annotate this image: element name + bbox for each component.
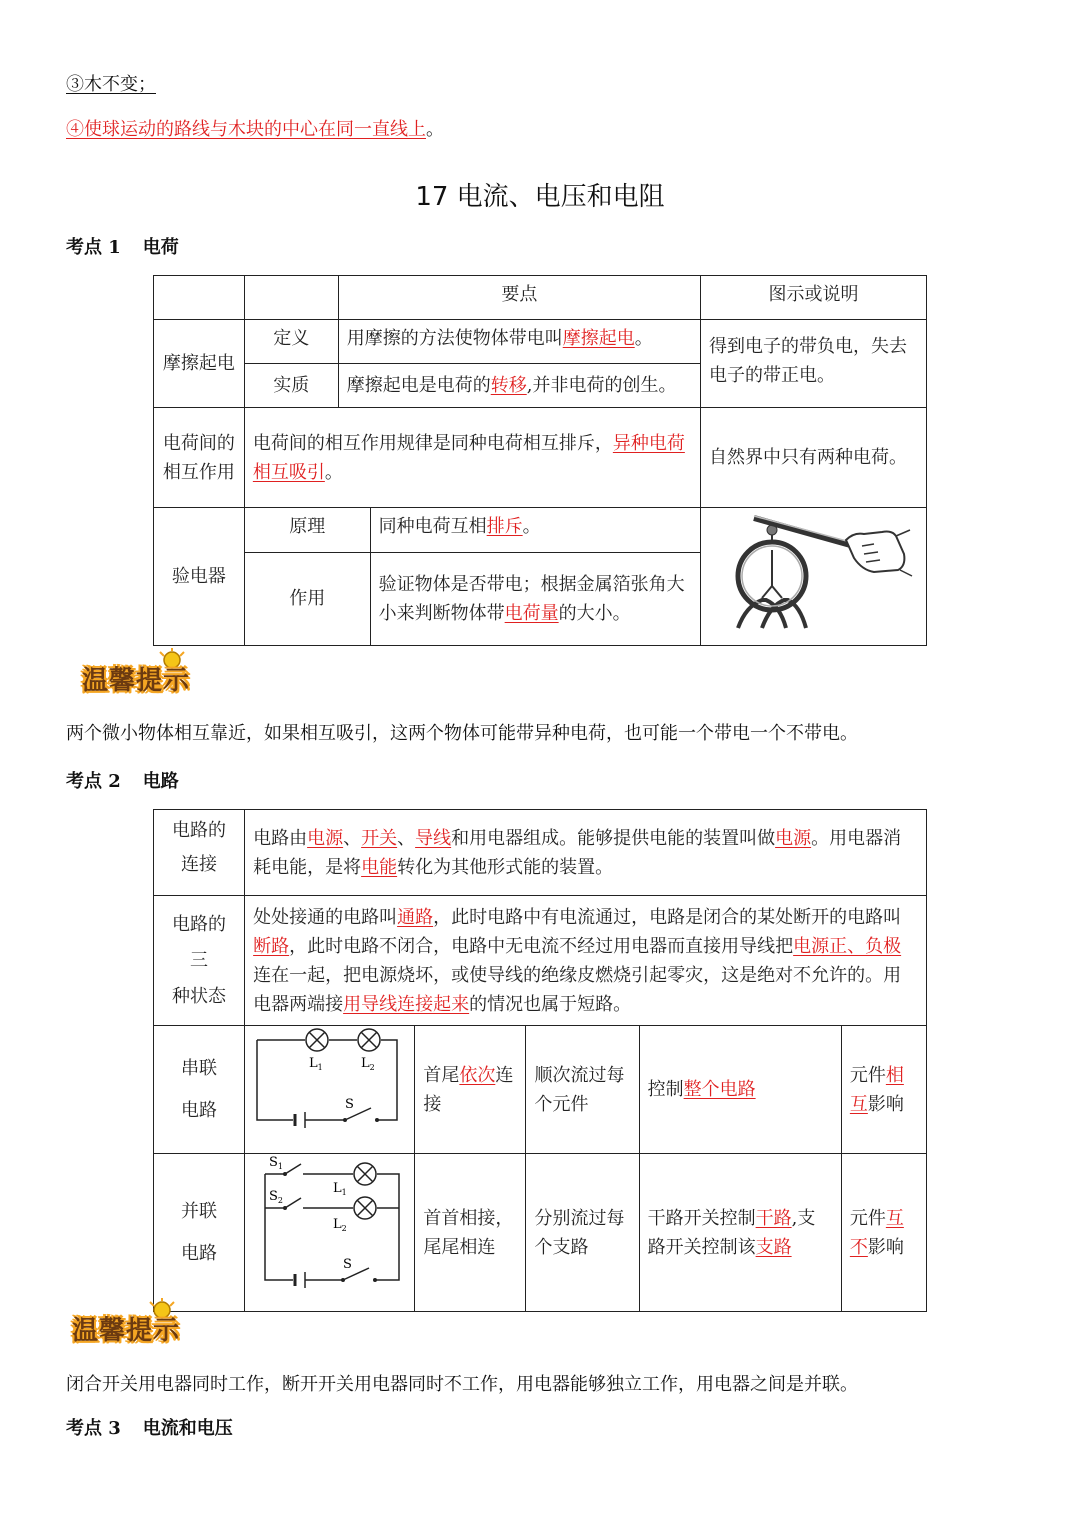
interaction-note: 自然界中只有两种电荷。: [701, 408, 927, 508]
section-label: 考点 2: [66, 771, 121, 792]
text: ,支路开关控制该: [647, 1207, 816, 1258]
tip-text-1: 两个微小物体相互靠近，如果相互吸引，这两个物体可能带异种电荷，也可能一个带电一个不带电。: [66, 723, 858, 744]
text: 电路: [181, 1242, 218, 1264]
series-circuit-diagram: [247, 1028, 411, 1142]
interaction-name: 电荷间的相互作用: [154, 408, 245, 508]
states-name: [154, 896, 245, 1026]
section-label: 考点 1: [66, 237, 121, 258]
answer: 异种电荷相互吸引: [252, 432, 685, 483]
tip-label: 温馨提示: [82, 666, 191, 696]
text: 处处接通的电路叫: [253, 906, 398, 928]
answer: 电荷量: [504, 602, 559, 624]
text: ，此时电路中有电流通过，电路是闭合的某处断开的电路叫: [433, 906, 902, 928]
text: 的大小。: [558, 602, 631, 624]
text: 干路开关控制: [647, 1207, 756, 1229]
electroscope-use-label: 作用: [244, 552, 370, 645]
friction-essence-text: [338, 364, 700, 408]
prev-line-3: ③木不变；: [66, 74, 156, 95]
answer: 支路: [755, 1236, 792, 1258]
series-c3: [639, 1026, 841, 1154]
parallel-diagram: [245, 1154, 415, 1312]
text: 同种电荷互相: [378, 516, 487, 537]
answer: 依次: [459, 1064, 496, 1086]
text: 连接: [181, 854, 218, 875]
answer: 排斥: [486, 516, 523, 537]
text: 的情况也属于短路。: [469, 993, 632, 1015]
text: 连在一起，把电源烧坏，或使导线的绝缘皮燃烧引起零灾，这是绝对不允许的。用电器两端接: [253, 964, 902, 1015]
text: 三: [190, 949, 209, 971]
answer: 干路: [755, 1207, 792, 1229]
lamp-l2-label: $L_2$: [333, 1217, 347, 1233]
states-text: [245, 896, 927, 1026]
series-c1: [415, 1026, 526, 1154]
text: 用摩擦的方法使物体带电叫: [346, 328, 563, 349]
text: 。: [324, 461, 343, 483]
series-c2: 顺次流过每个元件: [526, 1026, 639, 1154]
interaction-text: [244, 408, 700, 508]
answer: 开关: [361, 827, 398, 849]
chapter-title: 17 电流、电压和电阻: [415, 182, 665, 212]
text: ,并非电荷的创生。: [526, 375, 677, 396]
electroscope-name: 验电器: [154, 508, 245, 646]
prev-line-4-tail: 。: [426, 119, 444, 140]
text: 元件: [849, 1207, 886, 1229]
prev-line-4-answer: ④使球运动的路线与木块的中心在同一直线上: [66, 119, 426, 140]
electroscope-use-text: [370, 552, 700, 645]
text: 摩擦起电是电荷的: [346, 375, 491, 396]
tip-logo-1: [80, 648, 200, 705]
parallel-c1: 首首相接，尾尾相连: [415, 1154, 526, 1312]
section-heading-3: [66, 1414, 233, 1440]
parallel-circuit-diagram: [247, 1156, 411, 1300]
header-empty-1: [154, 276, 245, 320]
section-title: 电荷: [142, 237, 179, 258]
text: 、: [343, 827, 362, 849]
text: 。: [634, 328, 653, 349]
header-empty-2: [244, 276, 338, 320]
answer: 通路: [397, 906, 434, 928]
electroscope-principle-label: 原理: [244, 508, 370, 553]
lamp-l1-label: $L_1$: [333, 1181, 347, 1197]
answer: 摩擦起电: [562, 328, 635, 349]
answer: 电能: [361, 856, 398, 878]
text: 连接: [423, 1064, 514, 1115]
tip-logo-2: [70, 1298, 190, 1355]
text: 种状态: [172, 985, 227, 1007]
friction-def-label: 定义: [244, 320, 338, 364]
text: ，此时电路不闭合，电路中无电流不经过用电器而直接用导线把: [289, 935, 794, 957]
text: 串联: [181, 1057, 218, 1079]
friction-name: 摩擦起电: [154, 320, 245, 408]
text: 电荷间的相互作用规律是同种电荷相互排斥，: [252, 432, 613, 454]
answer: 电源: [307, 827, 344, 849]
answer: 转移: [490, 375, 527, 396]
prev-line-4: [66, 115, 444, 141]
section-title: 电路: [142, 771, 179, 792]
parallel-name: [154, 1154, 245, 1312]
section-heading-1: [66, 233, 179, 259]
text: 和用电器组成。能够提供电能的装置叫做: [451, 827, 776, 849]
answer: 整个电路: [683, 1079, 756, 1100]
connection-text: [245, 810, 927, 896]
switch-s1-label: $S_1$: [269, 1156, 284, 1171]
text: 控制: [647, 1079, 684, 1100]
friction-note: 得到电子的带负电，失去电子的带正电。: [701, 320, 927, 408]
charge-table: [153, 275, 927, 646]
answer: 电源: [775, 827, 812, 849]
lamp-l1-label: $L_1$: [309, 1056, 323, 1072]
text: 影响: [867, 1093, 904, 1115]
electroscope-image: [714, 510, 914, 634]
friction-essence-label: 实质: [244, 364, 338, 408]
section-title: 电流和电压: [142, 1418, 233, 1439]
series-name: [154, 1026, 245, 1154]
switch-s2-label: $S_2$: [269, 1189, 284, 1205]
text: 电路: [181, 1099, 218, 1121]
answer: 用导线连接起来: [343, 993, 470, 1015]
answer: 导线: [415, 827, 452, 849]
series-diagram: [245, 1026, 415, 1154]
text: 转化为其他形式能的装置。: [397, 856, 614, 878]
parallel-c2: 分别流过每个支路: [526, 1154, 639, 1312]
connection-name: [154, 810, 245, 896]
header-illustration: 图示或说明: [701, 276, 927, 320]
text: 电路由: [253, 827, 308, 849]
lamp-l2-label: $L_2$: [361, 1056, 375, 1072]
switch-s-label: S: [345, 1097, 355, 1112]
text: 首尾: [423, 1064, 460, 1086]
circuit-table: [153, 809, 927, 1312]
answer: 相互: [849, 1064, 904, 1115]
section-heading-2: [66, 767, 179, 793]
parallel-c4: [841, 1154, 926, 1312]
series-c4: [841, 1026, 926, 1154]
switch-s-label: S: [343, 1257, 353, 1272]
tip-text-2: 闭合开关用电器同时工作，断开开关用电器同时不工作，用电器能够独立工作，用电器之间是并联。: [66, 1374, 858, 1395]
section-label: 考点 3: [66, 1418, 121, 1439]
text: 电路的: [172, 820, 227, 841]
friction-def-text: [338, 320, 700, 364]
answer: 断路: [253, 935, 290, 957]
header-points: 要点: [338, 276, 700, 320]
text: 、: [397, 827, 416, 849]
text: 验证物体是否带电；根据金属箔张角大小来判断物体带: [378, 573, 685, 624]
tip-label: 温馨提示: [72, 1316, 181, 1346]
answer: 电源正、负极: [793, 935, 902, 957]
text: 元件: [849, 1064, 886, 1086]
parallel-c3: [639, 1154, 841, 1312]
text: 并联: [181, 1200, 218, 1222]
text: 电路的: [172, 913, 227, 935]
electroscope-principle-text: [370, 508, 700, 553]
text: 影响: [867, 1236, 904, 1258]
answer: 互不: [849, 1207, 904, 1258]
text: 。用电器消耗电能，是将: [253, 827, 902, 878]
electroscope-illustration: [701, 508, 927, 646]
text: 。: [522, 516, 541, 537]
